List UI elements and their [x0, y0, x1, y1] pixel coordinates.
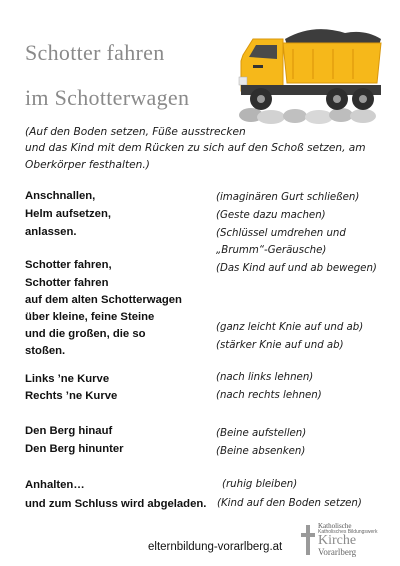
- verse-line: Den Berg hinauf: [25, 425, 113, 437]
- verse-line: Helm aufsetzen,: [25, 208, 112, 220]
- verse-line: Schotter fahren: [25, 277, 109, 289]
- verse-line: Links ’ne Kurve: [25, 373, 110, 385]
- verse-line: auf dem alten Schotterwagen: [25, 294, 182, 306]
- church-logo: [300, 522, 378, 558]
- instruction-line: (Kind auf den Boden setzen): [217, 498, 362, 509]
- verse-line: Den Berg hinunter: [25, 443, 124, 455]
- instruction-line: (nach rechts lehnen): [216, 390, 322, 401]
- verse-line: und zum Schluss wird abgeladen.: [25, 498, 207, 510]
- logo-line: Vorarlberg: [318, 547, 357, 557]
- intro-line: und das Kind mit dem Rücken zu sich auf den Schoß setzen, am: [25, 142, 366, 155]
- cross-icon: [300, 523, 316, 557]
- title-line-1: Schotter fahren: [25, 40, 165, 65]
- stones-image: [239, 108, 376, 124]
- instruction-line: (stärker Knie auf und ab): [216, 340, 344, 351]
- instruction-line: (Das Kind auf und ab bewegen): [216, 263, 377, 274]
- logo-line: Katholisches Bildungswerk: [318, 529, 378, 535]
- instruction-line: (ganz leicht Knie auf und ab): [216, 322, 364, 333]
- footer-url: elternbildung-vorarlberg.at: [148, 541, 283, 553]
- verse-line: anlassen.: [25, 226, 77, 238]
- logo-line: Kirche: [318, 533, 357, 548]
- intro-instructions: [25, 124, 366, 173]
- verse-line: Anhalten…: [25, 479, 85, 491]
- instruction-line: (ruhig bleiben): [222, 479, 298, 490]
- verse-line: Rechts ’ne Kurve: [25, 390, 118, 402]
- verse-line: Anschnallen,: [25, 190, 96, 202]
- instruction-line: (nach links lehnen): [216, 372, 314, 383]
- intro-line: (Auf den Boden setzen, Füße ausstrecken: [25, 126, 246, 138]
- instruction-line: (imaginären Gurt schließen): [216, 192, 360, 203]
- title-line-2: im Schotterwagen: [25, 85, 190, 110]
- instruction-line: (Geste dazu machen): [216, 210, 326, 221]
- verse-line: stoßen.: [25, 345, 66, 357]
- instruction-line: „Brumm“-Geräusche): [216, 245, 327, 256]
- intro-line: Oberkörper festhalten.): [25, 158, 150, 171]
- verse-line: über kleine, feine Steine: [25, 311, 155, 323]
- dump-truck-illustration: [233, 25, 383, 125]
- verse-line: und die großen, die so: [25, 328, 146, 340]
- logo-line: Katholische: [318, 522, 352, 530]
- verse-line: Schotter fahren,: [25, 259, 112, 271]
- instruction-line: (Schlüssel umdrehen und: [216, 228, 346, 239]
- instruction-line: (Beine aufstellen): [216, 428, 307, 439]
- instruction-line: (Beine absenken): [216, 446, 306, 457]
